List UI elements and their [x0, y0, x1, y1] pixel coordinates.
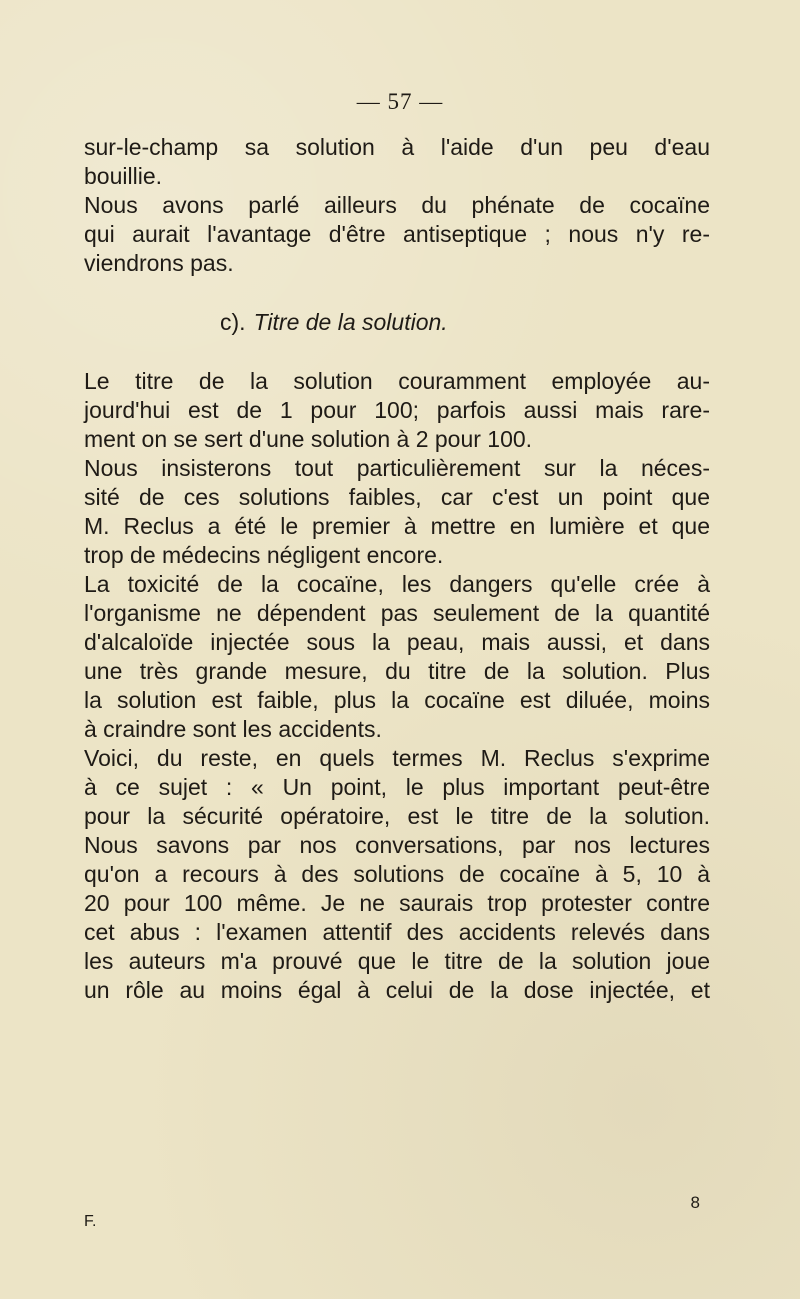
page-footer [84, 1193, 710, 1230]
sheet-number: 8 [690, 1193, 700, 1212]
paragraph-1 [84, 133, 710, 191]
text-line: qui aurait l'avantage d'être antiseptique ; nous n'y re- [84, 221, 710, 247]
text-line: d'alcaloïde injectée sous la peau, mais aussi, et dans [84, 629, 710, 655]
text-line: sur-le-champ sa solution à l'aide d'un peu d'eau [84, 134, 710, 160]
text-line: ment on se sert d'une solution à 2 pour 100. [84, 426, 533, 452]
text-line: bouillie. [84, 163, 162, 189]
text-line: qu'on a recours à des solutions de cocaïne à 5, 10 à [84, 861, 710, 887]
paragraph-2 [84, 191, 710, 278]
body-text [84, 133, 710, 1005]
signature-mark: F. [84, 1213, 97, 1230]
page-number: — 57 — [356, 89, 444, 114]
paragraph-3 [84, 367, 710, 454]
text-line: Nous avons parlé ailleurs du phénate de cocaïne [84, 192, 710, 218]
text-line: cet abus : l'examen attentif des accidents relevés dans [84, 919, 710, 945]
text-line: les auteurs m'a prouvé que le titre de la solution joue [84, 948, 710, 974]
text-line: à ce sujet : « Un point, le plus important peut-être [84, 774, 710, 800]
text-line: jourd'hui est de 1 pour 100; parfois aussi mais rare- [84, 397, 710, 423]
text-line: viendrons pas. [84, 250, 234, 276]
text-line: trop de médecins négligent encore. [84, 542, 444, 568]
text-line: l'organisme ne dépendent pas seulement de la quantité [84, 600, 710, 626]
text-line: la solution est faible, plus la cocaïne est diluée, moins [84, 687, 710, 713]
paragraph-4 [84, 454, 710, 570]
text-line: La toxicité de la cocaïne, les dangers qu'elle crée à [84, 571, 710, 597]
text-line: Voici, du reste, en quels termes M. Reclus s'exprime [84, 745, 710, 771]
section-heading [84, 308, 710, 337]
text-line: à craindre sont les accidents. [84, 716, 382, 742]
paragraph-6 [84, 744, 710, 1005]
text-line: sité de ces solutions faibles, car c'est un point que [84, 484, 710, 510]
section-label: c). [220, 309, 246, 335]
text-line: Le titre de la solution couramment employée au- [84, 368, 710, 394]
text-line: une très grande mesure, du titre de la solution. Plus [84, 658, 710, 684]
text-line: 20 pour 100 même. Je ne saurais trop protester contre [84, 890, 710, 916]
text-line: un rôle au moins égal à celui de la dose injectée, et [84, 977, 710, 1003]
paragraph-5 [84, 570, 710, 744]
text-line: pour la sécurité opératoire, est le titre de la solution. [84, 803, 710, 829]
section-title: Titre de la solution. [253, 309, 448, 335]
text-line: Nous savons par nos conversations, par nos lectures [84, 832, 710, 858]
text-line: M. Reclus a été le premier à mettre en lumière et que [84, 513, 710, 539]
text-line: Nous insisterons tout particulièrement sur la néces- [84, 455, 710, 481]
